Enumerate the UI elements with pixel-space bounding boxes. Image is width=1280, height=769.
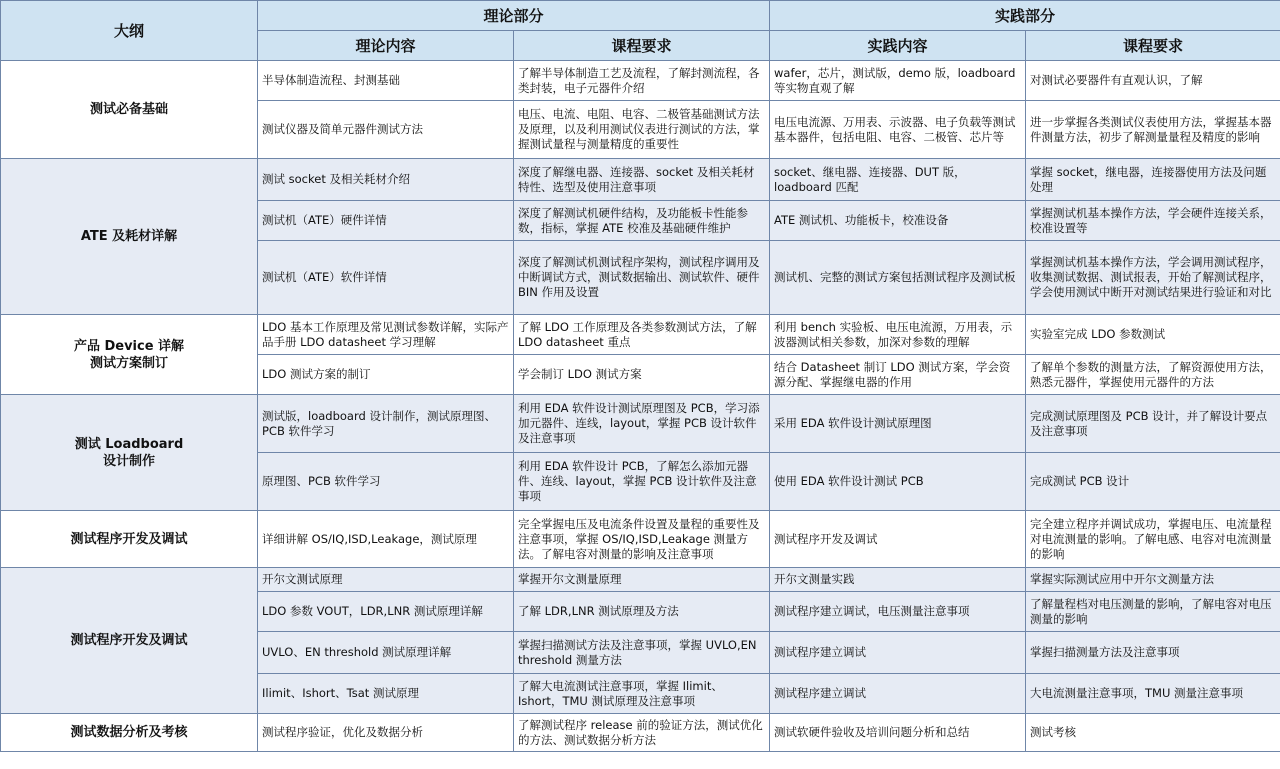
practice-content-cell: socket、继电器、连接器、DUT 版，loadboard 匹配 bbox=[770, 159, 1026, 201]
practice-content-cell: 电压电流源、万用表、示波器、电子负载等测试基本器件，包括电阻、电容、二极管、芯片等 bbox=[770, 101, 1026, 159]
theory-requirement-header: 课程要求 bbox=[514, 31, 770, 61]
theory-requirement-cell: 利用 EDA 软件设计 PCB，了解怎么添加元器件、连线、layout，掌握 PCB 设计软件及注意事项 bbox=[514, 453, 770, 511]
practice-header: 实践部分 bbox=[770, 1, 1280, 31]
table-row bbox=[1, 159, 1280, 201]
practice-content-cell: 结合 Datasheet 制订 LDO 测试方案，学会资源分配、掌握继电器的作用 bbox=[770, 355, 1026, 395]
practice-requirement-cell: 完成测试原理图及 PCB 设计，并了解设计要点及注意事项 bbox=[1026, 395, 1280, 453]
theory-content-cell: 测试机（ATE）硬件详情 bbox=[258, 201, 514, 241]
theory-content-cell: 测试版，loadboard 设计制作，测试原理图、PCB 软件学习 bbox=[258, 395, 514, 453]
theory-content-header: 理论内容 bbox=[258, 31, 514, 61]
practice-content-cell: 测试程序建立调试 bbox=[770, 674, 1026, 714]
theory-content-cell: 测试仪器及简单元器件测试方法 bbox=[258, 101, 514, 159]
practice-requirement-cell: 了解单个参数的测量方法，了解资源使用方法，熟悉元器件，掌握使用元器件的方法 bbox=[1026, 355, 1280, 395]
table-row bbox=[1, 568, 1280, 592]
practice-requirement-cell: 了解量程档对电压测量的影响，了解电容对电压测量的影响 bbox=[1026, 592, 1280, 632]
theory-content-cell: 测试机（ATE）软件详情 bbox=[258, 241, 514, 315]
practice-content-cell: 测试软硬件验收及培训问题分析和总结 bbox=[770, 714, 1026, 752]
practice-requirement-cell: 进一步掌握各类测试仪表使用方法，掌握基本器件测量方法，初步了解测量量程及精度的影响 bbox=[1026, 101, 1280, 159]
table-row bbox=[1, 714, 1280, 752]
theory-content-cell: 原理图、PCB 软件学习 bbox=[258, 453, 514, 511]
practice-content-cell: ATE 测试机、功能板卡，校准设备 bbox=[770, 201, 1026, 241]
practice-requirement-cell: 完全建立程序并调试成功，掌握电压、电流量程对电流测量的影响。了解电感、电容对电流测量的影响 bbox=[1026, 511, 1280, 568]
theory-requirement-cell: 深度了解继电器、连接器、socket 及相关耗材特性、选型及使用注意事项 bbox=[514, 159, 770, 201]
practice-content-cell: 测试程序建立调试，电压测量注意事项 bbox=[770, 592, 1026, 632]
practice-requirement-header: 课程要求 bbox=[1026, 31, 1280, 61]
theory-requirement-cell: 电压、电流、电阻、电容、二极管基础测试方法及原理，以及利用测试仪表进行测试的方法，掌握测试量程与测量精度的重要性 bbox=[514, 101, 770, 159]
practice-content-cell: 采用 EDA 软件设计测试原理图 bbox=[770, 395, 1026, 453]
theory-requirement-cell: 完全掌握电压及电流条件设置及量程的重要性及注意事项，掌握 OS/IQ,ISD,Leakage 测量方法。了解电容对测量的影响及注意事项 bbox=[514, 511, 770, 568]
practice-content-cell: 利用 bench 实验板、电压电流源，万用表，示波器测试相关参数，加深对参数的理解 bbox=[770, 315, 1026, 355]
practice-content-cell: 测试机、完整的测试方案包括测试程序及测试板 bbox=[770, 241, 1026, 315]
practice-requirement-cell: 掌握测试机基本操作方法，学会调用测试程序，收集测试数据、测试报表，开始了解测试程序，学会使用测试中断开对测试结果进行验证和对比 bbox=[1026, 241, 1280, 315]
theory-requirement-cell: 了解大电流测试注意事项，掌握 Ilimit、Ishort，TMU 测试原理及注意事项 bbox=[514, 674, 770, 714]
theory-content-cell: Ilimit、Ishort、Tsat 测试原理 bbox=[258, 674, 514, 714]
theory-content-cell: LDO 参数 VOUT，LDR,LNR 测试原理详解 bbox=[258, 592, 514, 632]
theory-header: 理论部分 bbox=[258, 1, 770, 31]
table-row bbox=[1, 395, 1280, 453]
theory-requirement-cell: 深度了解测试机测试程序架构，测试程序调用及中断调试方式，测试数据输出、测试软件、硬件 BIN 作用及设置 bbox=[514, 241, 770, 315]
theory-content-cell: 半导体制造流程、封测基础 bbox=[258, 61, 514, 101]
theory-requirement-cell: 了解半导体制造工艺及流程，了解封测流程，各类封装，电子元器件介绍 bbox=[514, 61, 770, 101]
practice-content-cell: 开尔文测量实践 bbox=[770, 568, 1026, 592]
theory-content-cell: 测试 socket 及相关耗材介绍 bbox=[258, 159, 514, 201]
theory-content-cell: UVLO、EN threshold 测试原理详解 bbox=[258, 632, 514, 674]
table-row bbox=[1, 511, 1280, 568]
group-title: 测试必备基础 bbox=[1, 61, 258, 159]
theory-content-cell: 测试程序验证，优化及数据分析 bbox=[258, 714, 514, 752]
group-title: 测试程序开发及调试 bbox=[1, 568, 258, 714]
group-title: 测试程序开发及调试 bbox=[1, 511, 258, 568]
theory-requirement-cell: 学会制订 LDO 测试方案 bbox=[514, 355, 770, 395]
practice-requirement-cell: 掌握实际测试应用中开尔文测量方法 bbox=[1026, 568, 1280, 592]
practice-requirement-cell: 掌握 socket，继电器，连接器使用方法及问题处理 bbox=[1026, 159, 1280, 201]
practice-requirement-cell: 掌握扫描测量方法及注意事项 bbox=[1026, 632, 1280, 674]
theory-content-cell: 详细讲解 OS/IQ,ISD,Leakage，测试原理 bbox=[258, 511, 514, 568]
group-title: ATE 及耗材详解 bbox=[1, 159, 258, 315]
practice-requirement-cell: 实验室完成 LDO 参数测试 bbox=[1026, 315, 1280, 355]
practice-content-cell: 测试程序建立调试 bbox=[770, 632, 1026, 674]
theory-content-cell: 开尔文测试原理 bbox=[258, 568, 514, 592]
practice-content-cell: 使用 EDA 软件设计测试 PCB bbox=[770, 453, 1026, 511]
practice-requirement-cell: 大电流测量注意事项，TMU 测量注意事项 bbox=[1026, 674, 1280, 714]
theory-requirement-cell: 利用 EDA 软件设计测试原理图及 PCB，学习添加元器件、连线，layout，掌握 PCB 设计软件及注意事项 bbox=[514, 395, 770, 453]
outline-header: 大纲 bbox=[1, 1, 258, 61]
practice-requirement-cell: 完成测试 PCB 设计 bbox=[1026, 453, 1280, 511]
practice-requirement-cell: 掌握测试机基本操作方法，学会硬件连接关系，校准设置等 bbox=[1026, 201, 1280, 241]
theory-requirement-cell: 了解 LDR,LNR 测试原理及方法 bbox=[514, 592, 770, 632]
table-row bbox=[1, 61, 1280, 101]
theory-requirement-cell: 掌握扫描测试方法及注意事项，掌握 UVLO,EN threshold 测量方法 bbox=[514, 632, 770, 674]
group-title: 产品 Device 详解 测试方案制订 bbox=[1, 315, 258, 395]
group-title: 测试数据分析及考核 bbox=[1, 714, 258, 752]
theory-content-cell: LDO 测试方案的制订 bbox=[258, 355, 514, 395]
theory-requirement-cell: 深度了解测试机硬件结构，及功能板卡性能参数，指标，掌握 ATE 校准及基础硬件维护 bbox=[514, 201, 770, 241]
practice-requirement-cell: 对测试必要器件有直观认识，了解 bbox=[1026, 61, 1280, 101]
theory-requirement-cell: 了解 LDO 工作原理及各类参数测试方法，了解 LDO datasheet 重点 bbox=[514, 315, 770, 355]
group-title: 测试 Loadboard 设计制作 bbox=[1, 395, 258, 511]
theory-content-cell: LDO 基本工作原理及常见测试参数详解，实际产品手册 LDO datasheet 学习理解 bbox=[258, 315, 514, 355]
theory-requirement-cell: 掌握开尔文测量原理 bbox=[514, 568, 770, 592]
theory-requirement-cell: 了解测试程序 release 前的验证方法，测试优化的方法、测试数据分析方法 bbox=[514, 714, 770, 752]
practice-content-header: 实践内容 bbox=[770, 31, 1026, 61]
practice-content-cell: wafer，芯片，测试版，demo 版，loadboard 等实物直观了解 bbox=[770, 61, 1026, 101]
practice-content-cell: 测试程序开发及调试 bbox=[770, 511, 1026, 568]
table-row bbox=[1, 315, 1280, 355]
practice-requirement-cell: 测试考核 bbox=[1026, 714, 1280, 752]
